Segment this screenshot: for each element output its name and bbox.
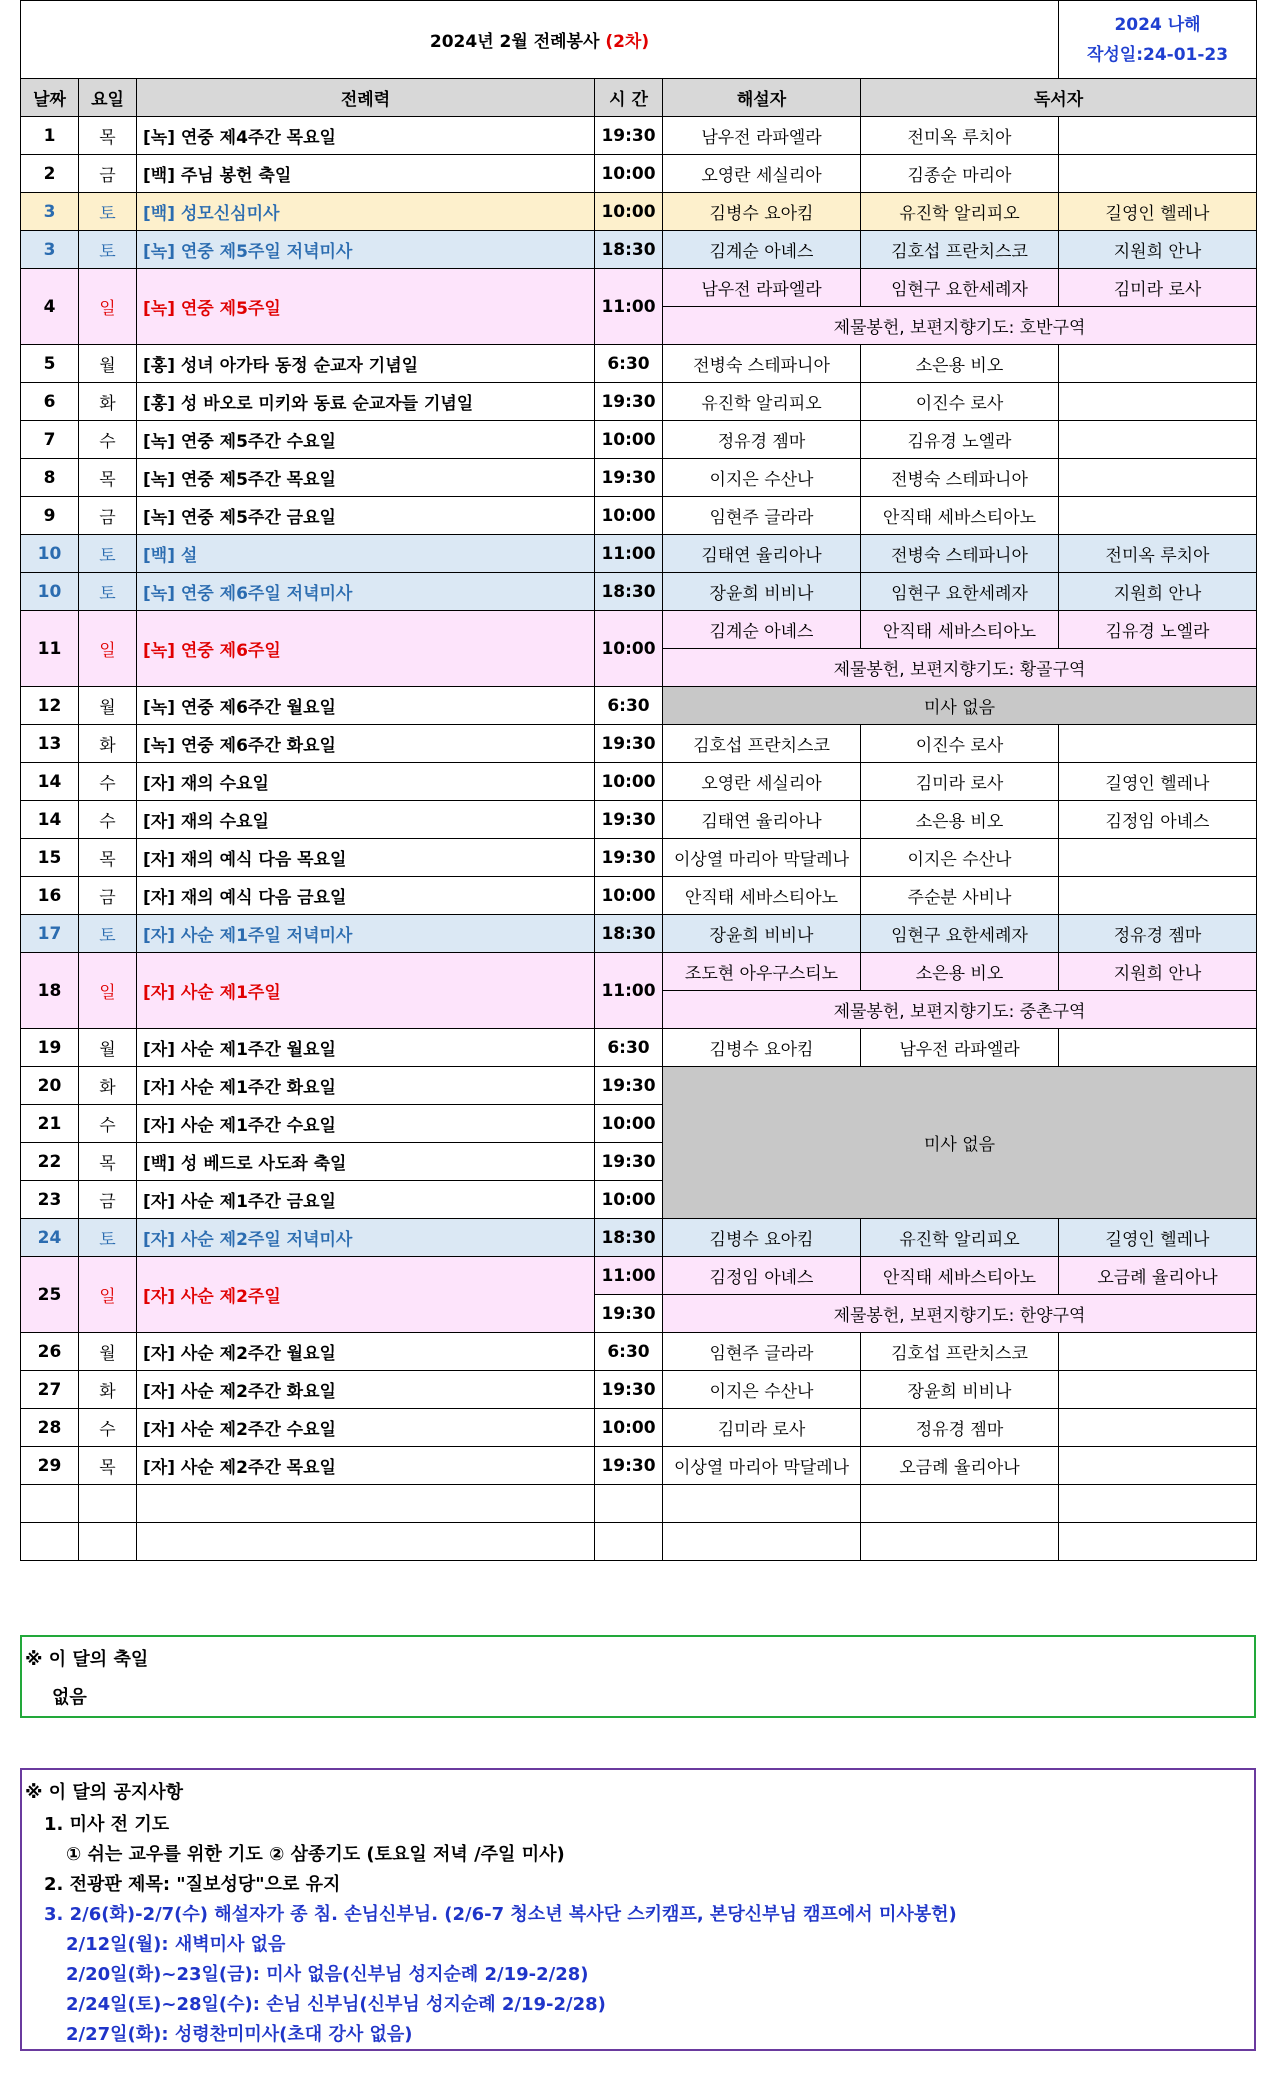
cell-reader-1: 소은용 비오 bbox=[861, 801, 1059, 839]
cell-reader-1: 안직태 세바스티아노 bbox=[861, 611, 1059, 649]
cell-reader-1: 안직태 세바스티아노 bbox=[861, 497, 1059, 535]
cell-offering: 제물봉헌, 보편지향기도: 한양구역 bbox=[663, 1295, 1257, 1333]
col-weekday: 요일 bbox=[79, 79, 137, 117]
cell-weekday: 수 bbox=[79, 421, 137, 459]
cell-commentator: 김병수 요아킴 bbox=[663, 193, 861, 231]
cell-reader-1: 장윤희 비비나 bbox=[861, 1371, 1059, 1409]
cell-liturgy: [녹] 연중 제6주일 bbox=[137, 611, 595, 687]
empty-cell bbox=[79, 1523, 137, 1561]
table-row bbox=[21, 763, 1257, 801]
cell-day: 19 bbox=[21, 1029, 79, 1067]
cell-reader-1: 주순분 사비나 bbox=[861, 877, 1059, 915]
empty-cell bbox=[137, 1523, 595, 1561]
cell-liturgy: [자] 사순 제2주간 목요일 bbox=[137, 1447, 595, 1485]
notice-3: 3. 2/6(화)-2/7(수) 해설자가 종 침. 손님신부님. (2/6-7 청소년 복사단 스키캠프, 본당신부님 캠프에서 미사봉헌) bbox=[44, 1904, 957, 1925]
cell-commentator: 오영란 세실리아 bbox=[663, 155, 861, 193]
schedule-table bbox=[20, 0, 1257, 1561]
empty-cell bbox=[79, 1485, 137, 1523]
cell-liturgy: [자] 사순 제1주일 저녁미사 bbox=[137, 915, 595, 953]
cell-weekday: 토 bbox=[79, 193, 137, 231]
cell-offering: 제물봉헌, 보편지향기도: 황골구역 bbox=[663, 649, 1257, 687]
cell-day: 12 bbox=[21, 687, 79, 725]
cell-reader-2: 김유경 노엘라 bbox=[1059, 611, 1257, 649]
notice-3a: 2/12일(월): 새벽미사 없음 bbox=[66, 1934, 286, 1955]
cell-liturgy: [백] 성 베드로 사도좌 축일 bbox=[137, 1143, 595, 1181]
cell-reader-1: 소은용 비오 bbox=[861, 345, 1059, 383]
cell-commentator: 장윤희 비비나 bbox=[663, 915, 861, 953]
cell-liturgy: [자] 재의 수요일 bbox=[137, 763, 595, 801]
cell-day: 21 bbox=[21, 1105, 79, 1143]
cell-commentator: 남우전 라파엘라 bbox=[663, 269, 861, 307]
cell-reader-1: 김호섭 프란치스코 bbox=[861, 231, 1059, 269]
empty-cell bbox=[21, 1485, 79, 1523]
cell-reader-1: 김호섭 프란치스코 bbox=[861, 1333, 1059, 1371]
cell-time: 19:30 bbox=[595, 1371, 663, 1409]
cell-weekday: 목 bbox=[79, 839, 137, 877]
cell-liturgy: [자] 사순 제1주간 화요일 bbox=[137, 1067, 595, 1105]
cell-weekday: 목 bbox=[79, 117, 137, 155]
cell-reader-1: 임현구 요한세례자 bbox=[861, 269, 1059, 307]
empty-cell bbox=[21, 1523, 79, 1561]
cell-weekday: 월 bbox=[79, 1333, 137, 1371]
schedule-wrapper bbox=[20, 0, 1256, 1561]
cell-time: 10:00 bbox=[595, 155, 663, 193]
cell-commentator: 김태연 율리아나 bbox=[663, 535, 861, 573]
table-row bbox=[21, 1029, 1257, 1067]
table-row bbox=[21, 155, 1257, 193]
cell-day: 10 bbox=[21, 573, 79, 611]
cell-liturgy: [자] 재의 수요일 bbox=[137, 801, 595, 839]
table-row bbox=[21, 193, 1257, 231]
cell-liturgy: [자] 사순 제1주간 금요일 bbox=[137, 1181, 595, 1219]
table-row bbox=[21, 421, 1257, 459]
cell-day: 29 bbox=[21, 1447, 79, 1485]
cell-reader-1: 이지은 수산나 bbox=[861, 839, 1059, 877]
page-title bbox=[21, 1, 1059, 79]
cell-commentator: 정유경 젬마 bbox=[663, 421, 861, 459]
cell-commentator: 조도현 아우구스티노 bbox=[663, 953, 861, 991]
cell-commentator: 임현주 글라라 bbox=[663, 1333, 861, 1371]
cell-reader-2 bbox=[1059, 1371, 1257, 1409]
col-readers: 독서자 bbox=[861, 79, 1257, 117]
cell-time: 18:30 bbox=[595, 231, 663, 269]
notices-box bbox=[20, 1768, 1256, 2051]
cell-day: 3 bbox=[21, 231, 79, 269]
cell-reader-1: 전미옥 루치아 bbox=[861, 117, 1059, 155]
cell-day: 6 bbox=[21, 383, 79, 421]
cell-weekday: 토 bbox=[79, 573, 137, 611]
cell-weekday: 목 bbox=[79, 459, 137, 497]
cell-day: 9 bbox=[21, 497, 79, 535]
title-highlight: (2차) bbox=[605, 32, 650, 52]
col-time: 시 간 bbox=[595, 79, 663, 117]
table-row bbox=[21, 915, 1257, 953]
table-row bbox=[21, 269, 1257, 307]
cell-commentator: 남우전 라파엘라 bbox=[663, 117, 861, 155]
empty-cell bbox=[861, 1485, 1059, 1523]
cell-reader-1: 김종순 마리아 bbox=[861, 155, 1059, 193]
cell-time: 10:00 bbox=[595, 497, 663, 535]
table-row bbox=[21, 1219, 1257, 1257]
title-main: 2024년 2월 전례봉사 bbox=[429, 32, 606, 52]
cell-commentator: 장윤희 비비나 bbox=[663, 573, 861, 611]
cell-reader-2 bbox=[1059, 839, 1257, 877]
cell-time: 10:00 bbox=[595, 1181, 663, 1219]
table-row bbox=[21, 459, 1257, 497]
cell-time: 19:30 bbox=[595, 117, 663, 155]
cell-time: 18:30 bbox=[595, 1219, 663, 1257]
cell-day: 7 bbox=[21, 421, 79, 459]
table-row bbox=[21, 1257, 1257, 1295]
cell-weekday: 화 bbox=[79, 383, 137, 421]
no-mass-cell: 미사 없음 bbox=[663, 687, 1257, 725]
cell-liturgy: [자] 재의 예식 다음 금요일 bbox=[137, 877, 595, 915]
cell-day: 10 bbox=[21, 535, 79, 573]
cell-weekday: 수 bbox=[79, 1409, 137, 1447]
table-row bbox=[21, 535, 1257, 573]
cell-weekday: 수 bbox=[79, 1105, 137, 1143]
cell-liturgy: [녹] 연중 제6주일 저녁미사 bbox=[137, 573, 595, 611]
cell-liturgy: [녹] 연중 제5주일 저녁미사 bbox=[137, 231, 595, 269]
cell-weekday: 토 bbox=[79, 1219, 137, 1257]
cell-reader-1: 전병숙 스테파니아 bbox=[861, 459, 1059, 497]
cell-reader-1: 오금례 율리아나 bbox=[861, 1447, 1059, 1485]
cell-liturgy: [자] 사순 제2주간 월요일 bbox=[137, 1333, 595, 1371]
cell-reader-2: 김미라 로사 bbox=[1059, 269, 1257, 307]
cell-weekday: 목 bbox=[79, 1143, 137, 1181]
cell-time: 10:00 bbox=[595, 1409, 663, 1447]
cell-reader-2 bbox=[1059, 1447, 1257, 1485]
table-row bbox=[21, 953, 1257, 991]
cell-day: 18 bbox=[21, 953, 79, 1029]
cell-commentator: 오영란 세실리아 bbox=[663, 763, 861, 801]
cell-liturgy: [홍] 성 바오로 미키와 동료 순교자들 기념일 bbox=[137, 383, 595, 421]
cell-offering: 제물봉헌, 보편지향기도: 중촌구역 bbox=[663, 991, 1257, 1029]
meta-info bbox=[1059, 1, 1257, 79]
cell-day: 23 bbox=[21, 1181, 79, 1219]
empty-cell bbox=[595, 1485, 663, 1523]
cell-day: 1 bbox=[21, 117, 79, 155]
cell-reader-1: 임현구 요한세례자 bbox=[861, 915, 1059, 953]
table-row bbox=[21, 345, 1257, 383]
cell-time: 19:30 bbox=[595, 1067, 663, 1105]
cell-reader-1: 유진학 알리피오 bbox=[861, 1219, 1059, 1257]
col-day: 날짜 bbox=[21, 79, 79, 117]
cell-liturgy: [자] 재의 예식 다음 목요일 bbox=[137, 839, 595, 877]
table-row bbox=[21, 1447, 1257, 1485]
cell-reader-2 bbox=[1059, 1029, 1257, 1067]
cell-commentator: 김태연 율리아나 bbox=[663, 801, 861, 839]
cell-reader-2: 정유경 젬마 bbox=[1059, 915, 1257, 953]
feasts-box bbox=[20, 1635, 1256, 1718]
cell-liturgy: [백] 설 bbox=[137, 535, 595, 573]
cell-day: 14 bbox=[21, 763, 79, 801]
notice-list bbox=[44, 1810, 957, 2050]
cell-weekday: 금 bbox=[79, 497, 137, 535]
table-row bbox=[21, 725, 1257, 763]
empty-cell bbox=[663, 1485, 861, 1523]
cell-commentator: 유진학 알리피오 bbox=[663, 383, 861, 421]
cell-offering: 제물봉헌, 보편지향기도: 호반구역 bbox=[663, 307, 1257, 345]
cell-weekday: 수 bbox=[79, 801, 137, 839]
cell-reader-1: 임현구 요한세례자 bbox=[861, 573, 1059, 611]
cell-reader-2: 길영인 헬레나 bbox=[1059, 1219, 1257, 1257]
cell-day: 28 bbox=[21, 1409, 79, 1447]
cell-liturgy: [백] 성모신심미사 bbox=[137, 193, 595, 231]
cell-liturgy: [녹] 연중 제4주간 목요일 bbox=[137, 117, 595, 155]
cell-time: 6:30 bbox=[595, 1029, 663, 1067]
cell-commentator: 이상열 마리아 막달레나 bbox=[663, 839, 861, 877]
cell-liturgy: [자] 사순 제2주일 bbox=[137, 1257, 595, 1333]
cell-time: 19:30 bbox=[595, 801, 663, 839]
cell-time: 10:00 bbox=[595, 421, 663, 459]
cell-time: 10:00 bbox=[595, 877, 663, 915]
cell-weekday: 토 bbox=[79, 535, 137, 573]
notice-1a: ① 쉬는 교우를 위한 기도 ② 삼종기도 (토요일 저녁 /주일 미사) bbox=[66, 1844, 565, 1865]
cell-weekday: 일 bbox=[79, 269, 137, 345]
cell-reader-2: 지원희 안나 bbox=[1059, 231, 1257, 269]
cell-commentator: 이지은 수산나 bbox=[663, 459, 861, 497]
cell-reader-2 bbox=[1059, 1333, 1257, 1371]
cell-weekday: 일 bbox=[79, 611, 137, 687]
notices-heading: ※ 이 달의 공지사항 bbox=[25, 1782, 184, 1803]
cell-day: 14 bbox=[21, 801, 79, 839]
cell-commentator: 김호섭 프란치스코 bbox=[663, 725, 861, 763]
cell-liturgy: [녹] 연중 제5주일 bbox=[137, 269, 595, 345]
cell-weekday: 금 bbox=[79, 1181, 137, 1219]
cell-liturgy: [녹] 연중 제5주간 금요일 bbox=[137, 497, 595, 535]
cell-day: 20 bbox=[21, 1067, 79, 1105]
cell-reader-2: 오금례 율리아나 bbox=[1059, 1257, 1257, 1295]
cell-weekday: 목 bbox=[79, 1447, 137, 1485]
cell-liturgy: [백] 주님 봉헌 축일 bbox=[137, 155, 595, 193]
table-row bbox=[21, 231, 1257, 269]
empty-cell bbox=[861, 1523, 1059, 1561]
cell-liturgy: [자] 사순 제2주간 수요일 bbox=[137, 1409, 595, 1447]
cell-reader-1: 남우전 라파엘라 bbox=[861, 1029, 1059, 1067]
cell-commentator: 이상열 마리아 막달레나 bbox=[663, 1447, 861, 1485]
cell-day: 3 bbox=[21, 193, 79, 231]
cell-liturgy: [자] 사순 제1주간 월요일 bbox=[137, 1029, 595, 1067]
cell-time: 10:00 bbox=[595, 193, 663, 231]
cell-weekday: 월 bbox=[79, 1029, 137, 1067]
cell-time: 10:00 bbox=[595, 611, 663, 687]
cell-day: 25 bbox=[21, 1257, 79, 1333]
cell-reader-2 bbox=[1059, 877, 1257, 915]
table-row bbox=[21, 573, 1257, 611]
cell-day: 22 bbox=[21, 1143, 79, 1181]
cell-reader-2 bbox=[1059, 155, 1257, 193]
cell-reader-2: 전미옥 루치아 bbox=[1059, 535, 1257, 573]
table-row bbox=[21, 1485, 1257, 1523]
table-row bbox=[21, 1067, 1257, 1105]
cell-time: 18:30 bbox=[595, 915, 663, 953]
table-row bbox=[21, 1333, 1257, 1371]
cell-reader-1: 이진수 로사 bbox=[861, 725, 1059, 763]
cell-liturgy: [자] 사순 제2주간 화요일 bbox=[137, 1371, 595, 1409]
notice-3d: 2/27일(화): 성령찬미미사(초대 강사 없음) bbox=[66, 2024, 413, 2045]
cell-commentator: 김병수 요아킴 bbox=[663, 1029, 861, 1067]
cell-commentator: 김계순 아녜스 bbox=[663, 611, 861, 649]
cell-weekday: 일 bbox=[79, 1257, 137, 1333]
cell-reader-2 bbox=[1059, 459, 1257, 497]
cell-day: 2 bbox=[21, 155, 79, 193]
cell-time-2: 19:30 bbox=[595, 1295, 663, 1333]
table-row bbox=[21, 497, 1257, 535]
cell-reader-2 bbox=[1059, 497, 1257, 535]
cell-time: 11:00 bbox=[595, 1257, 663, 1295]
col-liturgy: 전례력 bbox=[137, 79, 595, 117]
cell-reader-1: 이진수 로사 bbox=[861, 383, 1059, 421]
table-row bbox=[21, 877, 1257, 915]
created-date: 작성일:24-01-23 bbox=[1086, 44, 1229, 65]
cell-day: 5 bbox=[21, 345, 79, 383]
table-row bbox=[21, 687, 1257, 725]
cell-reader-2 bbox=[1059, 725, 1257, 763]
table-row bbox=[21, 839, 1257, 877]
cell-liturgy: [녹] 연중 제6주간 화요일 bbox=[137, 725, 595, 763]
cell-reader-1: 안직태 세바스티아노 bbox=[861, 1257, 1059, 1295]
cell-weekday: 화 bbox=[79, 725, 137, 763]
notice-3b: 2/20일(화)~23일(금): 미사 없음(신부님 성지순례 2/19-2/28) bbox=[66, 1964, 589, 1985]
cell-time: 6:30 bbox=[595, 687, 663, 725]
cell-commentator: 안직태 세바스티아노 bbox=[663, 877, 861, 915]
table-row bbox=[21, 117, 1257, 155]
table-row bbox=[21, 1523, 1257, 1561]
cell-reader-2: 지원희 안나 bbox=[1059, 573, 1257, 611]
cell-reader-1: 정유경 젬마 bbox=[861, 1409, 1059, 1447]
cell-weekday: 일 bbox=[79, 953, 137, 1029]
cell-day: 17 bbox=[21, 915, 79, 953]
cell-weekday: 토 bbox=[79, 915, 137, 953]
feasts-heading: ※ 이 달의 축일 bbox=[25, 1649, 149, 1670]
cell-time: 19:30 bbox=[595, 1447, 663, 1485]
cell-weekday: 화 bbox=[79, 1067, 137, 1105]
parish-year: 2024 나해 bbox=[1114, 14, 1201, 35]
cell-liturgy: [자] 사순 제1주간 수요일 bbox=[137, 1105, 595, 1143]
table-row bbox=[21, 611, 1257, 649]
cell-reader-2 bbox=[1059, 383, 1257, 421]
cell-reader-1: 김유경 노엘라 bbox=[861, 421, 1059, 459]
empty-cell bbox=[595, 1523, 663, 1561]
no-mass-block: 미사 없음 bbox=[663, 1067, 1257, 1219]
cell-time: 10:00 bbox=[595, 1105, 663, 1143]
cell-reader-1: 김미라 로사 bbox=[861, 763, 1059, 801]
cell-time: 6:30 bbox=[595, 345, 663, 383]
cell-weekday: 화 bbox=[79, 1371, 137, 1409]
feasts-body: 없음 bbox=[52, 1687, 87, 1708]
cell-time: 19:30 bbox=[595, 1143, 663, 1181]
empty-cell bbox=[1059, 1485, 1257, 1523]
cell-commentator: 김병수 요아킴 bbox=[663, 1219, 861, 1257]
notice-3c: 2/24일(토)~28일(수): 손님 신부님(신부님 성지순례 2/19-2/28) bbox=[66, 1994, 606, 2015]
cell-commentator: 김정임 아녜스 bbox=[663, 1257, 861, 1295]
header-row bbox=[21, 79, 1257, 117]
cell-liturgy: [홍] 성녀 아가타 동정 순교자 기념일 bbox=[137, 345, 595, 383]
cell-reader-2 bbox=[1059, 421, 1257, 459]
cell-commentator: 김계순 아녜스 bbox=[663, 231, 861, 269]
cell-reader-2 bbox=[1059, 117, 1257, 155]
cell-weekday: 금 bbox=[79, 877, 137, 915]
cell-weekday: 수 bbox=[79, 763, 137, 801]
cell-day: 15 bbox=[21, 839, 79, 877]
cell-liturgy: [녹] 연중 제6주간 월요일 bbox=[137, 687, 595, 725]
cell-reader-2: 김정임 아녜스 bbox=[1059, 801, 1257, 839]
cell-commentator: 임현주 글라라 bbox=[663, 497, 861, 535]
cell-time: 19:30 bbox=[595, 383, 663, 421]
cell-liturgy: [녹] 연중 제5주간 목요일 bbox=[137, 459, 595, 497]
table-row bbox=[21, 383, 1257, 421]
cell-liturgy: [녹] 연중 제5주간 수요일 bbox=[137, 421, 595, 459]
cell-day: 16 bbox=[21, 877, 79, 915]
cell-time: 11:00 bbox=[595, 953, 663, 1029]
cell-reader-1: 소은용 비오 bbox=[861, 953, 1059, 991]
table-row bbox=[21, 1409, 1257, 1447]
cell-time: 18:30 bbox=[595, 573, 663, 611]
cell-day: 26 bbox=[21, 1333, 79, 1371]
cell-weekday: 토 bbox=[79, 231, 137, 269]
table-row bbox=[21, 1371, 1257, 1409]
cell-time: 19:30 bbox=[595, 839, 663, 877]
cell-commentator: 김미라 로사 bbox=[663, 1409, 861, 1447]
cell-time: 19:30 bbox=[595, 725, 663, 763]
cell-time: 19:30 bbox=[595, 459, 663, 497]
cell-time: 11:00 bbox=[595, 269, 663, 345]
cell-day: 24 bbox=[21, 1219, 79, 1257]
cell-day: 13 bbox=[21, 725, 79, 763]
empty-cell bbox=[663, 1523, 861, 1561]
cell-time: 11:00 bbox=[595, 535, 663, 573]
cell-time: 10:00 bbox=[595, 763, 663, 801]
cell-reader-2: 길영인 헬레나 bbox=[1059, 763, 1257, 801]
cell-reader-1: 전병숙 스테파니아 bbox=[861, 535, 1059, 573]
cell-reader-2: 길영인 헬레나 bbox=[1059, 193, 1257, 231]
cell-liturgy: [자] 사순 제1주일 bbox=[137, 953, 595, 1029]
cell-commentator: 전병숙 스테파니아 bbox=[663, 345, 861, 383]
notice-2: 2. 전광판 제목: "질보성당"으로 유지 bbox=[44, 1874, 341, 1895]
cell-day: 11 bbox=[21, 611, 79, 687]
cell-weekday: 월 bbox=[79, 345, 137, 383]
cell-day: 4 bbox=[21, 269, 79, 345]
cell-weekday: 월 bbox=[79, 687, 137, 725]
table-row bbox=[21, 801, 1257, 839]
col-commentator: 해설자 bbox=[663, 79, 861, 117]
cell-weekday: 금 bbox=[79, 155, 137, 193]
cell-reader-2: 지원희 안나 bbox=[1059, 953, 1257, 991]
cell-commentator: 이지은 수산나 bbox=[663, 1371, 861, 1409]
cell-day: 27 bbox=[21, 1371, 79, 1409]
cell-liturgy: [자] 사순 제2주일 저녁미사 bbox=[137, 1219, 595, 1257]
empty-cell bbox=[137, 1485, 595, 1523]
empty-cell bbox=[1059, 1523, 1257, 1561]
cell-day: 8 bbox=[21, 459, 79, 497]
cell-reader-1: 유진학 알리피오 bbox=[861, 193, 1059, 231]
cell-time: 6:30 bbox=[595, 1333, 663, 1371]
cell-reader-2 bbox=[1059, 345, 1257, 383]
cell-reader-2 bbox=[1059, 1409, 1257, 1447]
notice-1: 1. 미사 전 기도 bbox=[44, 1814, 170, 1835]
